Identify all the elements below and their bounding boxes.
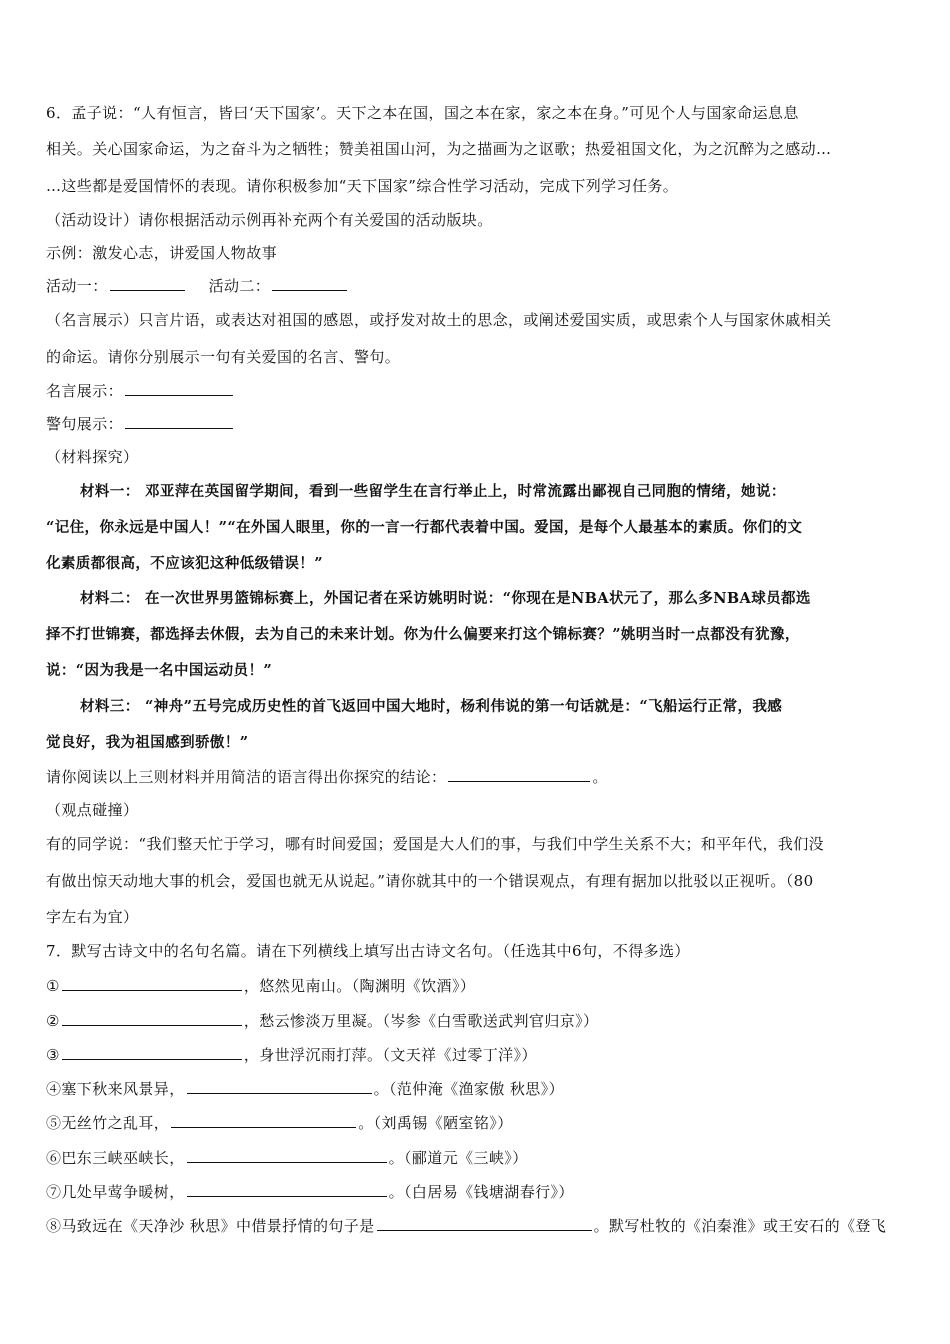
activity-2-label: 活动二：: [208, 277, 271, 295]
conclusion-prompt: 请你阅读以上三则材料并用简洁的语言得出你探究的结论：: [46, 768, 447, 786]
item-3-text: ，身世浮沉雨打萍。（文天祥《过零丁洋》）: [243, 1046, 537, 1064]
item-6-pre: ⑥巴东三峡巫峡长，: [46, 1149, 185, 1167]
item-2-blank[interactable]: [62, 1011, 242, 1026]
conclusion-line: [46, 767, 608, 787]
item-5-pre: ⑤无丝竹之乱耳，: [46, 1114, 170, 1132]
conclusion-blank[interactable]: [448, 767, 590, 782]
q7-title: 7．默写古诗文中的名句名篇。请在下列横线上填写出古诗文名句。（任选其中6句，不得多选）: [46, 942, 690, 960]
item-3-blank[interactable]: [62, 1045, 242, 1060]
item-1-text: ，悠然见南山。（陶渊明《饮酒》）: [243, 977, 476, 995]
item-2-number: ②: [46, 1012, 60, 1030]
q7-item-6: [46, 1148, 528, 1168]
material-2-line-2: 择不打世锦赛，都选择去休假，去为自己的未来计划。你为什么偏要来打这个锦标赛？”姚明当时一点都没有犹豫，: [46, 626, 800, 643]
view-heading: （观点碰撞）: [46, 801, 139, 819]
material-3-line-1: 材料三： “神舟”五号完成历史性的首飞返回中国大地时，杨利伟说的第一句话就是：“飞船运行正常，我感: [80, 698, 783, 715]
view-line-2: 有做出惊天动地大事的机会，爱国也就无从说起。”请你就其中的一个错误观点，有理有据加以批驳以正视听。（80: [46, 872, 814, 890]
item-3-number: ③: [46, 1046, 60, 1064]
activity-design-prompt: （活动设计）请你根据活动示例再补充两个有关爱国的活动版块。: [46, 211, 493, 229]
aphorism-line: [46, 414, 235, 434]
motto-line: [46, 381, 235, 401]
item-8-blank[interactable]: [377, 1216, 592, 1231]
activity-1-blank[interactable]: [110, 276, 185, 291]
material-2-line-3: 说：“因为我是一名中国运动员！”: [46, 662, 273, 679]
quote-prompt-line-2: 的命运。请你分别展示一句有关爱国的名言、警句。: [46, 348, 401, 366]
item-2-text: ，愁云惨淡万里凝。（岑参《白雪歌送武判官归京》）: [243, 1012, 599, 1030]
item-4-post: 。（范仲淹《渔家傲 秋思》）: [373, 1080, 564, 1098]
motto-blank[interactable]: [125, 381, 233, 396]
q7-item-3: [46, 1045, 537, 1065]
material-3-line-2: 觉良好，我为祖国感到骄傲！”: [46, 734, 249, 751]
item-8-pre: ⑧马致远在《天净沙 秋思》中借景抒情的句子是: [46, 1217, 375, 1235]
material-2-line-1: 材料二： 在一次世界男篮锦标赛上，外国记者在采访姚明时说：“你现在是NBA状元了，那么多NBA球员都选: [80, 590, 811, 607]
activity-2-blank[interactable]: [272, 276, 347, 291]
item-6-post: 。（郦道元《三峡》）: [388, 1149, 528, 1167]
item-4-blank[interactable]: [187, 1079, 372, 1094]
motto-label: 名言展示：: [46, 382, 124, 400]
material-1-line-3: 化素质都很高，不应该犯这种低级错误！”: [46, 555, 323, 572]
q6-line-1: 6．孟子说：“人有恒言，皆曰‘天下国家’。天下之本在国，国之本在家，家之本在身。”可见个人与国家命运息息: [46, 104, 799, 122]
view-line-1: 有的同学说：“我们整天忙于学习，哪有时间爱国；爱国是大人们的事，与我们中学生关系不大；和平年代，我们没: [46, 835, 825, 853]
q7-item-8: [46, 1216, 886, 1236]
item-1-number: ①: [46, 977, 60, 995]
q7-item-4: [46, 1079, 564, 1099]
material-heading: （材料探究）: [46, 448, 139, 466]
activity-line: [46, 276, 349, 296]
item-8-post: 。默写杜牧的《泊秦淮》或王安石的《登飞: [593, 1217, 887, 1235]
quote-prompt-line-1: （名言展示）只言片语，或表达对祖国的感恩，或抒发对故土的思念，或阐述爱国实质，或思索个人与国家休戚相关: [46, 311, 832, 329]
q7-item-2: [46, 1011, 598, 1031]
item-5-post: 。（刘禹锡《陋室铭》）: [358, 1114, 513, 1132]
item-5-blank[interactable]: [171, 1113, 356, 1128]
item-1-blank[interactable]: [62, 976, 242, 991]
item-7-pre: ⑦几处早莺争暖树，: [46, 1183, 185, 1201]
aphorism-label: 警句展示：: [46, 415, 124, 433]
q7-item-1: [46, 976, 475, 996]
view-line-3: 字左右为宜）: [46, 908, 139, 926]
item-7-blank[interactable]: [187, 1182, 387, 1197]
q6-line-3: …这些都是爱国情怀的表现。请你积极参加“天下国家”综合性学习活动，完成下列学习任务。: [46, 177, 679, 195]
item-4-pre: ④塞下秋来风景异，: [46, 1080, 185, 1098]
q6-line-2: 相关。关心国家命运，为之奋斗为之牺牲；赞美祖国山河，为之描画为之讴歌；热爱祖国文化，为之沉醉为之感动…: [46, 140, 832, 158]
conclusion-end: 。: [592, 768, 608, 786]
material-1-line-2: “记住，你永远是中国人！”“在外国人眼里，你的一言一行都代表着中国。爱国，是每个人最基本的素质。你们的文: [46, 519, 803, 536]
material-1-line-1: 材料一： 邓亚萍在英国留学期间，看到一些留学生在言行举止上，时常流露出鄙视自己同胞的情绪，她说：: [80, 483, 786, 500]
item-6-blank[interactable]: [187, 1148, 387, 1163]
activity-example: 示例：激发心志，讲爱国人物故事: [46, 244, 278, 262]
item-7-post: 。（白居易《钱塘湖春行》）: [388, 1183, 574, 1201]
q7-item-5: [46, 1113, 513, 1133]
aphorism-blank[interactable]: [125, 414, 233, 429]
q7-item-7: [46, 1182, 574, 1202]
activity-1-label: 活动一：: [46, 277, 108, 295]
